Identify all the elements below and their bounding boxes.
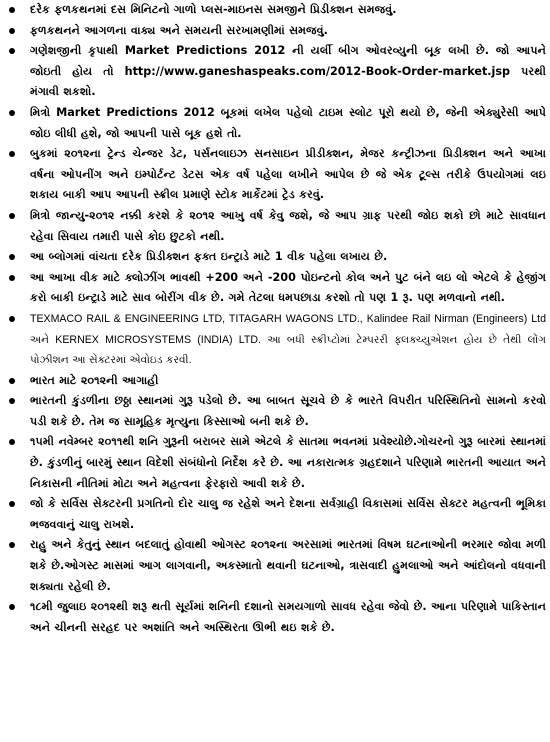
list-item <box>0 597 546 638</box>
item-text: ભારત માટે ૨૦૧૨ની આગાહી <box>30 373 159 387</box>
list-item <box>0 432 546 494</box>
bullet-icon <box>9 48 15 54</box>
bullet-icon <box>9 501 15 507</box>
bullet-icon <box>9 542 15 548</box>
bullet-icon <box>9 151 15 157</box>
bullet-icon <box>9 213 15 219</box>
list-item <box>0 268 546 309</box>
bullet-icon <box>9 254 15 260</box>
bullet-icon <box>9 28 15 34</box>
item-text: ૧૮મી જુલાઇ ૨૦૧૨થી શરૂ થતી સૂર્યમાં શનિની દશાનો સમયગાળો સાવધ રહેવા જેવો છે. આના પરિણામે પાકિસ્તાન અને ચીનની સરહદ પર અશાંતિ અને અસ્થિરતા ઊભી થઇ શકે છે. <box>30 600 546 634</box>
list-item <box>0 371 546 392</box>
item-text: ભારતની કુંડળીના છઠ્ઠા સ્થાનમાં ગુરૂ પડેલો છે. આ બાબત સૂચવે છે કે ભારતે વિપરીત પરિસ્થિતિનો સામનો કરવો પડી શકે છે. તેમ જ સામૂહિક મૃત્યુના કિસ્સાઓ બની શકે છે. <box>30 394 546 428</box>
item-text: મિત્રો Market Predictions 2012 બૂકમાં લખેલ પહેલો ટાઇમ સ્લોટ પૂરો થયો છે, જેની એક્યુરેસી આપે જોઇ લીધી હશે, જો આપની પાસે બૂક હશે તો. <box>30 105 546 140</box>
item-text: ગણેશજીની કૃપાથી Market Predictions 2012 ની યર્લી બીગ ઓવરવ્યુની બૂક લખી છે. જો આપને જોઇતી હોય તો http://www.ganeshaspeaks.com/2012-Book-Order-market.jsp પરથી મંગાવી શકશો. <box>30 44 546 99</box>
list-item <box>0 144 546 206</box>
item-text: ૧૫મી નવેમ્બર ૨૦૧૧થી શનિ ગુરૂની બરાબર સામે એટલે કે સાતમા ભવનમાં પ્રવેશ્યોછે.ગોચરનો ગુરૂ બારમાં સ્થાનમાં છે. કુંડળીનું બારમું સ્થાન વિદેશી સંબંધોનો નિર્દેશ કરે છે. આ નકારાત્મક ગ્રહદશાને પરિણામે ભારતની આયાત અને નિકાસની નીતિમાં મોટા અને મહત્વના ફેરફારો આવી શકે છે. <box>30 435 546 490</box>
item-text: દરેક ફળકથનમાં દસ મિનિટનો ગાળો પ્લસ-માઇનસ સમજીને પ્રિડીક્શન સમજવું. <box>30 3 397 16</box>
list-item <box>0 391 546 432</box>
list-item <box>0 206 546 247</box>
item-text: રાહુ અને કેતુનું સ્થાન બદલાતું હોવાથી ઓગસ્ટ ૨૦૧૨ના અરસામાં ભારતમાં વિષમ ઘટનાઓની ભરમાર જોવા મળી શકે છે.ઓગસ્ટ માસમાં આગ લાગવાની, અકસ્માતો થવાની ઘટનાઓ, ત્રાસવાદી હુમલાઓ અને આંદોલનો વધવાની શક્યતા રહેલી છે. <box>30 538 546 593</box>
item-text: મિત્રો જાન્યુ-૨૦૧૨ નક્કી કરશે કે ૨૦૧૨ આખુ વર્ષ કેવુ જશે, જે આપ ગ્રાફ પરથી જોઇ શકો છો માટે સાવધાન રહેવા સિવાય તમારી પાસે કોઇ છુટકો નથી. <box>30 208 546 243</box>
bullet-icon <box>9 275 15 281</box>
item-text: આ આખા વીક માટે ક્લોઝીંગ ભાવથી +200 અને -200 પોઇન્ટનો કોલ અને પુટ બંને લઇ લો એટલે કે હેજીંગ કરો બાકી ઇન્ટ્રાડે માટે સાવ બોરીંગ વીક છે. ગમે તેટલા ધમપછાડા કરશો તો પણ 1 રૂ. પણ મળવાનો નથી. <box>30 270 546 305</box>
bullet-icon <box>9 7 15 13</box>
item-text: ફળકથનને આગળના વાક્ય અને સમયની સરખામણીમાં સમજવું. <box>30 23 328 37</box>
list-item <box>0 41 546 103</box>
list-item <box>0 21 546 42</box>
item-text: TEXMACO RAIL & ENGINEERING LTD, TITAGARH WAGONS LTD., Kalindee Rail Nirman (Engineers) Ltd અને KERNEX MICROSYSTEMS (INDIA) LTD. આ બધી સ્ક્રીપ્ટોમાં ટેમ્પરરી ફ્લક્ચ્યુએશન હોય છે તેથી લોંગ પોઝીશન આ સેક્ટરમાં એવોઇડ કરવી. <box>30 312 546 367</box>
list-item <box>0 494 546 535</box>
item-text: જો કે સર્વિસ સેક્ટરની પ્રગતિનો દોર ચાલુ જ રહેશે અને દેશના સર્વગ્રાહી વિકાસમાં સર્વિસ સેક્ટર મહત્વની ભૂમિકા ભજવવાનું ચાલુ રાખશે. <box>30 497 546 531</box>
list-item <box>0 309 546 371</box>
item-text: આ બ્લોગમાં વાંચતા દરેક પ્રિડીક્શન ફક્ત ઇન્ટ્રાડે માટે 1 વીક પહેલા લખાય છે. <box>30 250 388 264</box>
list-item <box>0 0 546 21</box>
bullet-icon <box>9 110 15 116</box>
bullet-icon <box>9 378 15 384</box>
bullet-icon <box>9 316 15 322</box>
bullet-icon <box>9 439 15 445</box>
item-text: બુકમાં ૨૦૧૨ના ટ્રેન્ડ ચેન્જર ડેટ, પર્સનલાઇઝ સનસાઇન પ્રીડીક્શન, મેજર કન્ટ્રીઝના પ્રિડીક્શન અને આખા વર્ષના ઓપનીંગ અને ઇમ્પોર્ટન્ટ ડેટસ એક વર્ષ પહેલા લખીને આપેલ છે જે એક ટૂલ્સ તરીકે ઉપયોગમાં લઇ શકાય બાકી આપ આપની સ્ક્રીલ પ્રમાણે સ્ટોક માર્કેટમાં ટ્રેડ કરવું. <box>30 147 546 202</box>
list-item <box>0 103 546 144</box>
bullet-icon <box>9 604 15 610</box>
list-item <box>0 535 546 597</box>
bullet-icon <box>9 398 15 404</box>
list-item <box>0 247 546 268</box>
